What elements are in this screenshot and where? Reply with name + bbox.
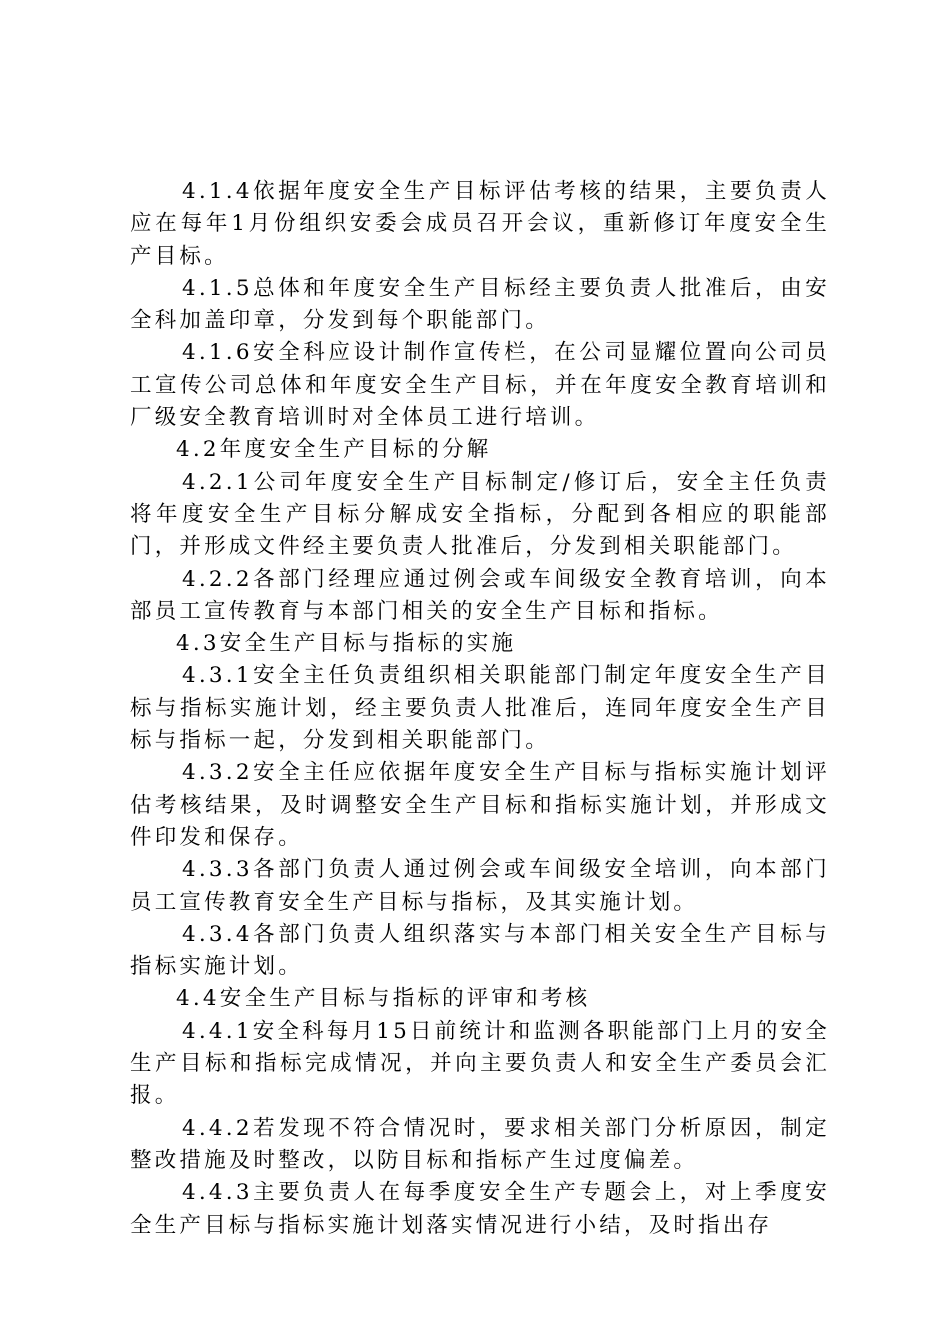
paragraph-4-2-2: 4.2.2各部门经理应通过例会或车间级安全教育培训，向本部员工宣传教育与本部门相关的安全生产目标和指标。	[130, 566, 830, 624]
section-heading-4-2: 4.2年度安全生产目标的分解	[176, 437, 492, 463]
document-body	[130, 176, 830, 1242]
paragraph-4-3-1: 4.3.1安全主任负责组织相关职能部门制定年度安全生产目标与指标实施计划，经主要负责人批准后，连同年度安全生产目标与指标一起，分发到相关职能部门。	[130, 663, 830, 754]
paragraph-4-2-1: 4.2.1公司年度安全生产目标制定/修订后，安全主任负责将年度安全生产目标分解成安全指标，分配到各相应的职能部门，并形成文件经主要负责人批准后，分发到相关职能部门。	[130, 469, 830, 560]
paragraph-4-1-6: 4.1.6安全科应设计制作宣传栏，在公司显耀位置向公司员工宣传公司总体和年度安全生产目标，并在年度安全教育培训和厂级安全教育培训时对全体员工进行培训。	[130, 340, 830, 431]
paragraph-4-4-2: 4.4.2若发现不符合情况时，要求相关部门分析原因，制定整改措施及时整改，以防目标和指标产生过度偏差。	[130, 1115, 830, 1173]
section-heading-4-3: 4.3安全生产目标与指标的实施	[176, 631, 517, 657]
paragraph-4-3-2: 4.3.2安全主任应依据年度安全生产目标与指标实施计划评估考核结果，及时调整安全生产目标和指标实施计划，并形成文件印发和保存。	[130, 760, 830, 850]
paragraph-4-1-4: 4.1.4依据年度安全生产目标评估考核的结果，主要负责人应在每年1月份组织安委会成员召开会议，重新修订年度安全生产目标。	[130, 179, 830, 269]
paragraph-4-3-4: 4.3.4各部门负责人组织落实与本部门相关安全生产目标与指标实施计划。	[130, 921, 830, 980]
paragraph-4-4-1: 4.4.1安全科每月15日前统计和监测各职能部门上月的安全生产目标和指标完成情况，并向主要负责人和安全生产委员会汇报。	[130, 1018, 830, 1109]
paragraph-4-4-3: 4.4.3主要负责人在每季度安全生产专题会上，对上季度安全生产目标与指标实施计划落实情况进行小结，及时指出存	[130, 1180, 830, 1238]
paragraph-4-3-3: 4.3.3各部门负责人通过例会或车间级安全培训，向本部门员工宣传教育安全生产目标与指标，及其实施计划。	[130, 857, 830, 915]
paragraph-4-1-5: 4.1.5总体和年度安全生产目标经主要负责人批准后，由安全科加盖印章，分发到每个职能部门。	[130, 275, 830, 334]
section-heading-4-4: 4.4安全生产目标与指标的评审和考核	[176, 986, 591, 1012]
